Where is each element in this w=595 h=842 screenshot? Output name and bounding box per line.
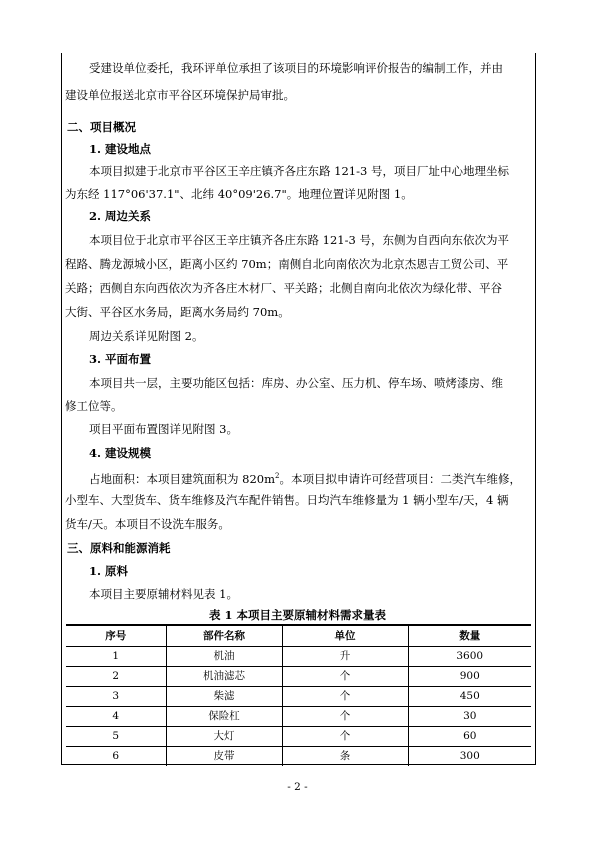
table-cell: 柴滤 xyxy=(166,687,282,707)
surroundings-line-2: 程路、腾龙源城小区，距离小区约 70m；南侧自北向南依次为北京杰恩吉工贸公司、平 xyxy=(65,257,509,271)
table-cell: 个 xyxy=(282,687,408,707)
intro-line-2: 建设单位报送北京市平谷区环境保护局审批。 xyxy=(65,88,295,102)
site-line-2: 为东经 117°06'37.1"、北纬 40°09'26.7"。地理位置详见附图 1。 xyxy=(65,187,413,201)
table-cell: 4 xyxy=(66,707,166,727)
surroundings-line-4: 大街、平谷区水务局，距离水务局约 70m。 xyxy=(65,305,290,319)
table-cell: 6 xyxy=(66,747,166,767)
table-cell: 300 xyxy=(408,747,531,767)
materials-heading: 1. 原料 xyxy=(89,564,129,578)
surroundings-line-1: 本项目位于北京市平谷区王辛庄镇齐各庄东路 121-3 号，东侧为自西向东依次为平 xyxy=(89,233,509,247)
table-cell: 个 xyxy=(282,667,408,687)
surroundings-heading: 2. 周边关系 xyxy=(89,209,152,223)
intro-line-1: 受建设单位委托，我环评单位承担了该项目的环境影响评价报告的编制工作，并由 xyxy=(89,61,503,75)
table-row xyxy=(66,687,531,707)
table-cell: 个 xyxy=(282,727,408,747)
table-cell: 1 xyxy=(66,647,166,667)
table-cell: 900 xyxy=(408,667,531,687)
table-cell: 升 xyxy=(282,647,408,667)
table-row xyxy=(66,667,531,687)
table-cell: 个 xyxy=(282,707,408,727)
table-cell: 450 xyxy=(408,687,531,707)
layout-line-3: 项目平面布置图详见附图 3。 xyxy=(89,422,238,436)
page-number: - 2 - xyxy=(287,781,308,793)
table-caption: 表 1 本项目主要原辅材料需求量表 xyxy=(208,608,386,622)
scale-heading: 4. 建设规模 xyxy=(89,446,152,460)
layout-line-2: 修工位等。 xyxy=(65,399,123,413)
site-line-1: 本项目拟建于北京市平谷区王辛庄镇齐各庄东路 121-3 号，项目厂址中心地理坐标 xyxy=(89,164,509,178)
table-row xyxy=(66,727,531,747)
table-cell: 大灯 xyxy=(166,727,282,747)
section-2-heading: 二、项目概况 xyxy=(67,120,136,134)
table-row xyxy=(66,747,531,767)
table-cell: 保险杠 xyxy=(166,707,282,727)
table-cell: 机油 xyxy=(166,647,282,667)
column-header: 数量 xyxy=(408,625,531,647)
column-header: 单位 xyxy=(282,625,408,647)
table-cell: 30 xyxy=(408,707,531,727)
surroundings-line-5: 周边关系详见附图 2。 xyxy=(89,329,204,343)
surroundings-line-3: 关路；西侧自东向西依次为齐各庄木材厂、平关路；北侧自南向北依次为绿化带、平谷 xyxy=(65,281,502,295)
column-header: 部件名称 xyxy=(166,625,282,647)
site-heading: 1. 建设地点 xyxy=(89,142,152,156)
table-cell: 2 xyxy=(66,667,166,687)
layout-line-1: 本项目共一层，主要功能区包括：库房、办公室、压力机、停车场、喷烤漆房、维 xyxy=(89,376,503,390)
table-cell: 60 xyxy=(408,727,531,747)
scale-line-2: 小型车、大型货车、货车维修及汽车配件销售。日均汽车维修量为 1 辆小型车/天，4 辆 xyxy=(65,493,509,507)
table-header-row xyxy=(66,625,531,647)
column-header: 序号 xyxy=(66,625,166,647)
table-cell: 皮带 xyxy=(166,747,282,767)
table-cell: 机油滤芯 xyxy=(166,667,282,687)
layout-heading: 3. 平面布置 xyxy=(89,352,152,366)
section-3-heading: 三、原料和能源消耗 xyxy=(67,541,171,555)
table-cell: 3600 xyxy=(408,647,531,667)
table-cell: 3 xyxy=(66,687,166,707)
materials-table xyxy=(66,624,531,766)
table-cell: 条 xyxy=(282,747,408,767)
table-row xyxy=(66,707,531,727)
scale-line-1: 占地面积：本项目建筑面积为 $820m^2$。本项目拟申请许可经营项目：二类汽车维修， xyxy=(89,471,521,486)
table-cell: 5 xyxy=(66,727,166,747)
table-row xyxy=(66,647,531,667)
scale-line-3: 货车/天。本项目不设洗车服务。 xyxy=(65,517,230,531)
materials-line-1: 本项目主要原辅材料见表 1。 xyxy=(89,587,238,601)
